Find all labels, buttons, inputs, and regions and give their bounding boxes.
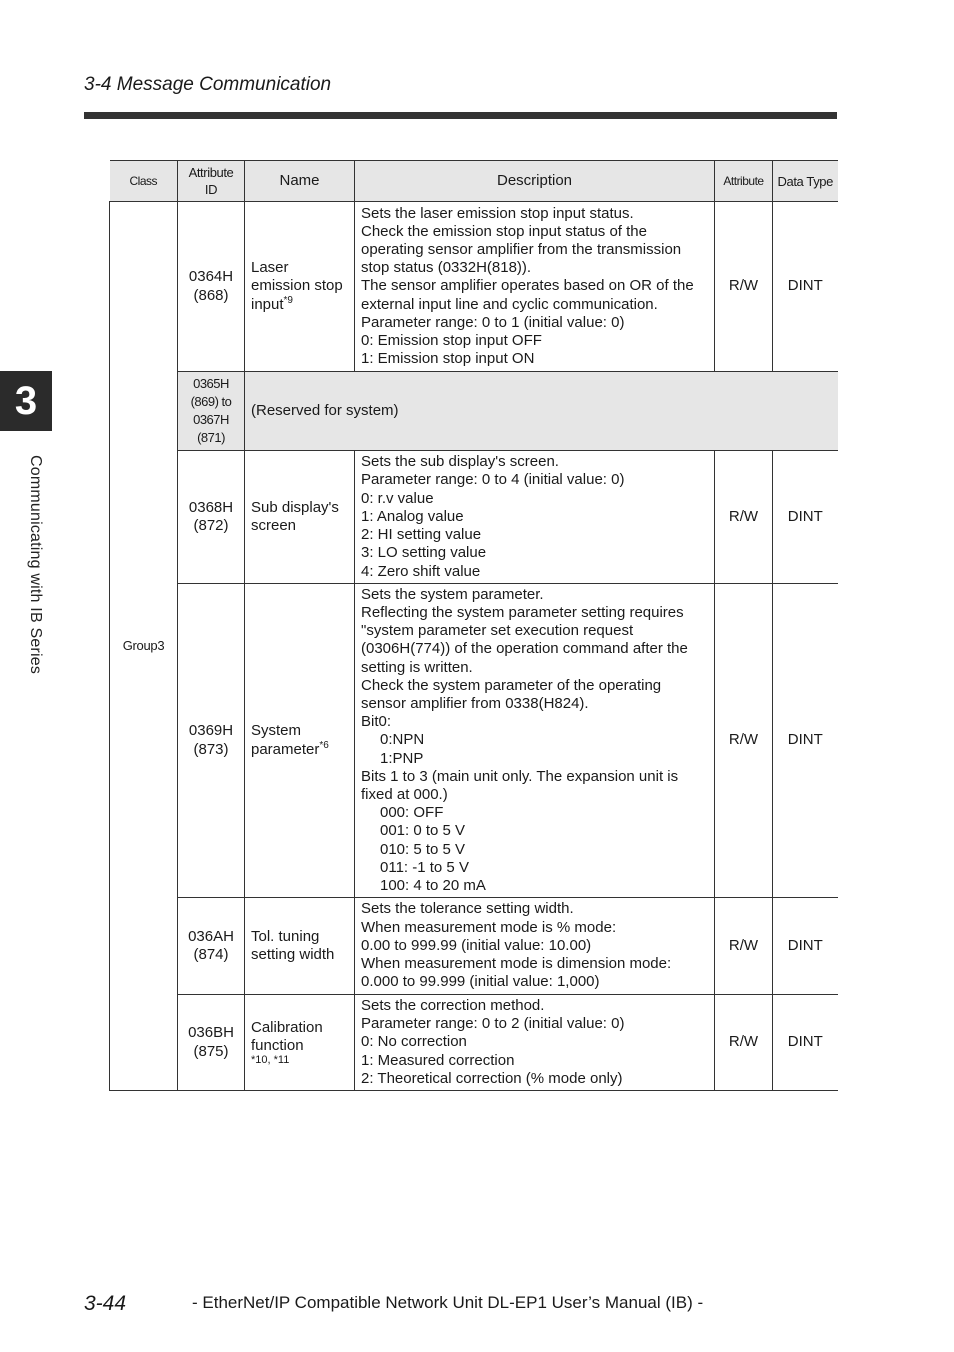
attribute-access-cell: R/W bbox=[715, 451, 773, 584]
attribute-access-cell: R/W bbox=[715, 898, 773, 995]
description-cell bbox=[355, 898, 715, 995]
attribute-access-cell: R/W bbox=[715, 202, 773, 372]
description-line: 1: Analog value bbox=[361, 507, 464, 525]
table-row-reserved bbox=[110, 372, 838, 451]
data-type-cell: DINT bbox=[773, 584, 838, 898]
attribute-access-cell: R/W bbox=[715, 584, 773, 898]
description-line: 0: r.v value bbox=[361, 489, 434, 507]
header-attribute: Attribute bbox=[715, 161, 773, 202]
description-line: Sets the sub display's screen. bbox=[361, 453, 559, 471]
class-cell: Group3 bbox=[110, 202, 178, 1091]
header-class: Class bbox=[110, 161, 178, 202]
description-cell bbox=[355, 995, 715, 1091]
description-line: 3: LO setting value bbox=[361, 544, 487, 562]
attribute-id-cell bbox=[178, 995, 245, 1091]
attribute-id-line: (869) to bbox=[190, 394, 232, 409]
data-type-cell: DINT bbox=[773, 995, 838, 1091]
option-line: 1:PNP bbox=[380, 749, 424, 767]
attribute-id-hex: 0368H bbox=[188, 498, 234, 516]
attribute-id-cell bbox=[178, 898, 245, 995]
description-line: Bit0: bbox=[361, 713, 392, 731]
table-row bbox=[110, 202, 838, 372]
description-line: Parameter range: 0 to 2 (initial value: 0) bbox=[361, 1015, 625, 1033]
attribute-id-hex: 036AH bbox=[188, 927, 234, 945]
description-line: 0: Emission stop input OFF bbox=[361, 332, 542, 349]
footnote-ref: *10, *11 bbox=[251, 1054, 290, 1067]
table-row bbox=[110, 995, 838, 1091]
attribute-id-dec: (872) bbox=[193, 517, 229, 534]
attribute-id-hex: 0369H bbox=[188, 722, 234, 740]
attribute-id-dec: (875) bbox=[193, 1042, 229, 1060]
option-line: 0:NPN bbox=[380, 731, 425, 749]
option-line: 000: OFF bbox=[380, 804, 444, 822]
table-row bbox=[110, 584, 838, 898]
description-line: 0.00 to 999.99 (initial value: 10.00) bbox=[361, 936, 592, 954]
description-line: 1: Emission stop input ON bbox=[361, 350, 535, 368]
attribute-access-cell: R/W bbox=[715, 995, 773, 1091]
attribute-name: Laser emission stop input bbox=[251, 259, 343, 313]
header-rule bbox=[84, 112, 837, 119]
table-row bbox=[110, 898, 838, 995]
attribute-id-line: 0365H bbox=[193, 376, 229, 391]
name-cell bbox=[245, 451, 355, 584]
description-line: 0.000 to 99.999 (initial value: 1,000) bbox=[361, 973, 600, 991]
description-line: Reflecting the system parameter setting requires "system parameter set execution request (0306H(774)) of the operation command after the setting is written. bbox=[361, 603, 688, 676]
attribute-name: Tol. tuning setting width bbox=[251, 927, 335, 963]
footnote-ref: *9 bbox=[283, 294, 293, 306]
description-cell bbox=[355, 451, 715, 584]
description-line: Sets the tolerance setting width. bbox=[361, 900, 574, 918]
name-cell bbox=[245, 202, 355, 372]
description-line: Bits 1 to 3 (main unit only. The expansion unit is fixed at 000.) bbox=[361, 767, 679, 803]
name-cell bbox=[245, 898, 355, 995]
header-description: Description bbox=[355, 161, 715, 202]
description-line: 2: HI setting value bbox=[361, 526, 482, 544]
page-number: 3-44 bbox=[84, 1292, 127, 1315]
description-line: Check the emission stop input status of the operating sensor amplifier from the transmission stop status (0332H(818)). bbox=[361, 222, 682, 277]
data-type-cell: DINT bbox=[773, 451, 838, 584]
description-cell bbox=[355, 584, 715, 898]
attribute-table bbox=[109, 160, 838, 1091]
description-line: The sensor amplifier operates based on OR of the external input line and cyclic communication. bbox=[361, 277, 694, 313]
description-line: Sets the system parameter. bbox=[361, 585, 544, 603]
header-name: Name bbox=[245, 161, 355, 202]
data-type-cell: DINT bbox=[773, 202, 838, 372]
option-line: 010: 5 to 5 V bbox=[380, 840, 466, 858]
attribute-id-dec: (868) bbox=[193, 286, 229, 304]
chapter-tab: 3 bbox=[0, 371, 52, 431]
reserved-cell: (Reserved for system) bbox=[245, 372, 838, 451]
description-line: When measurement mode is % mode: bbox=[361, 918, 617, 936]
footnote-ref: *6 bbox=[319, 739, 329, 751]
attribute-id-cell bbox=[178, 372, 245, 451]
data-type-cell: DINT bbox=[773, 898, 838, 995]
description-line: Parameter range: 0 to 1 (initial value: 0) bbox=[361, 313, 625, 331]
description-line: 1: Measured correction bbox=[361, 1051, 515, 1069]
attribute-id-hex: 0364H bbox=[188, 268, 234, 286]
attribute-id-hex: 036BH bbox=[188, 1024, 234, 1042]
attribute-name: Calibration function bbox=[251, 1018, 323, 1054]
attribute-id-cell bbox=[178, 451, 245, 584]
description-line: 4: Zero shift value bbox=[361, 562, 481, 580]
description-line: Check the system parameter of the operating sensor amplifier from 0338(H824). bbox=[361, 676, 662, 712]
description-cell bbox=[355, 202, 715, 372]
name-cell bbox=[245, 584, 355, 898]
option-line: 011: -1 to 5 V bbox=[380, 858, 469, 876]
description-line: 0: No correction bbox=[361, 1033, 467, 1051]
description-line: Sets the correction method. bbox=[361, 996, 545, 1014]
name-cell bbox=[245, 995, 355, 1091]
option-line: 100: 4 to 20 mA bbox=[380, 877, 486, 895]
attribute-name: System parameter bbox=[251, 722, 320, 758]
attribute-id-line: (871) bbox=[197, 430, 225, 445]
attribute-id-dec: (873) bbox=[193, 740, 229, 758]
description-line: When measurement mode is dimension mode: bbox=[361, 955, 672, 973]
section-title: 3-4 Message Communication bbox=[84, 74, 332, 95]
description-line: Parameter range: 0 to 4 (initial value: 0) bbox=[361, 471, 625, 489]
attribute-name: Sub display's screen bbox=[251, 498, 339, 534]
header-attribute-id: Attribute ID bbox=[178, 161, 245, 202]
attribute-id-cell bbox=[178, 584, 245, 898]
option-line: 001: 0 to 5 V bbox=[380, 822, 466, 840]
attribute-id-cell bbox=[178, 202, 245, 372]
manual-title: - EtherNet/IP Compatible Network Unit DL-EP1 User’s Manual (IB) - bbox=[192, 1293, 704, 1312]
chapter-side-label: Communicating with IB Series bbox=[27, 455, 44, 675]
header-data-type: Data Type bbox=[773, 161, 838, 202]
description-line: Sets the laser emission stop input status. bbox=[361, 204, 634, 222]
attribute-id-line: 0367H bbox=[193, 412, 229, 427]
description-line: 2: Theoretical correction (% mode only) bbox=[361, 1069, 623, 1087]
attribute-id-dec: (874) bbox=[193, 946, 229, 963]
table-header-row bbox=[110, 161, 838, 202]
table-row bbox=[110, 451, 838, 584]
